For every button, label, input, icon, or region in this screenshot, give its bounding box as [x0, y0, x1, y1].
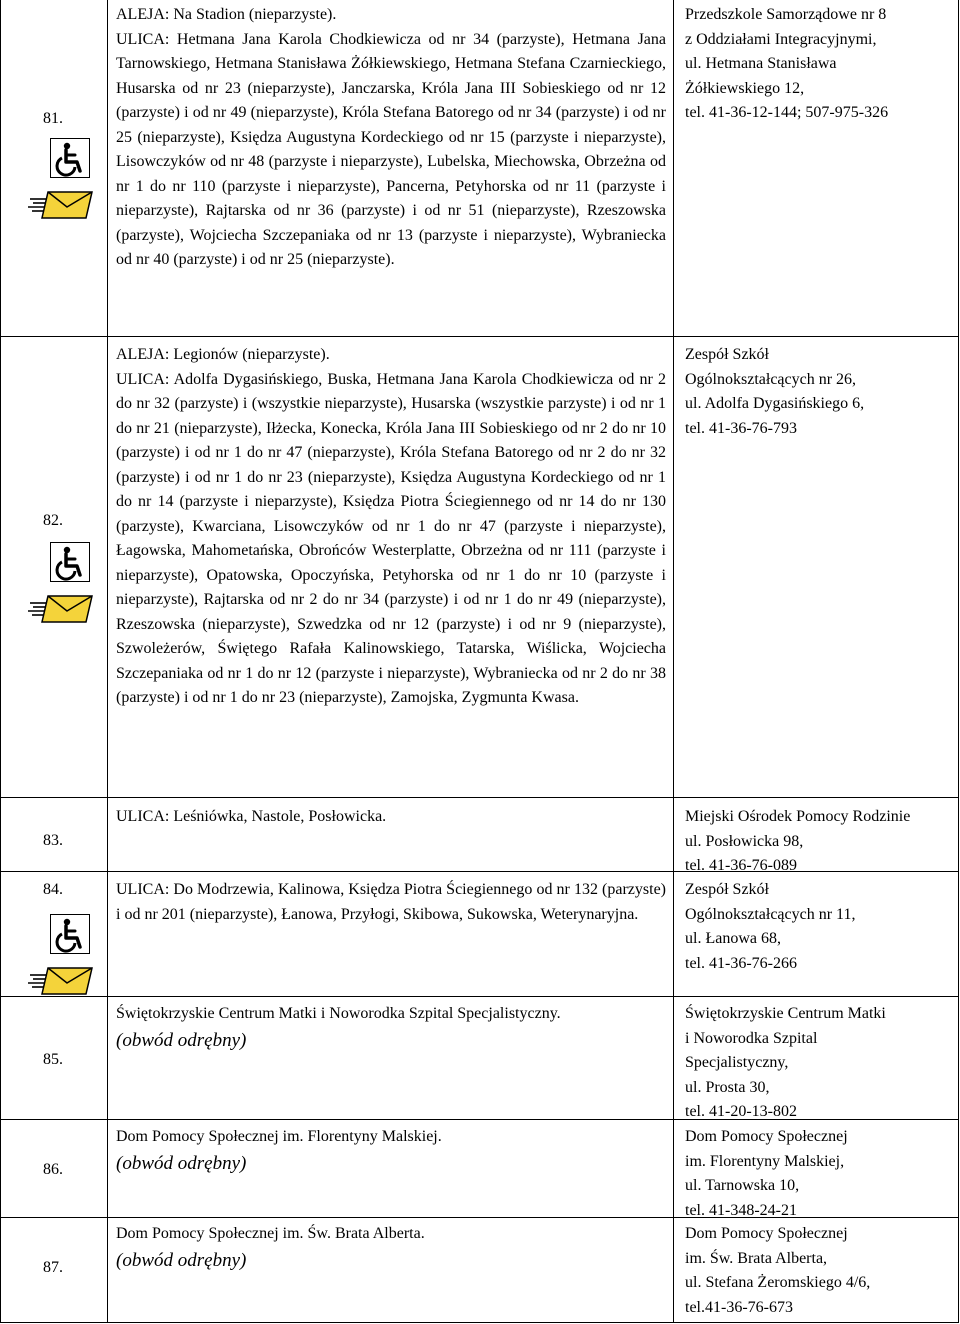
column-divider [107, 0, 108, 1322]
address-line: tel. 41-348-24-21 [685, 1201, 797, 1219]
address-line: ul. Tarnowska 10, [685, 1177, 800, 1194]
address-line: ul. Posłowicka 98, [685, 832, 804, 850]
row-icons [22, 542, 102, 624]
mail-envelope-icon [28, 966, 94, 996]
address-line: Świętokrzyskie Centrum Matki [685, 1005, 886, 1022]
wheelchair-icon [50, 138, 90, 178]
address-line: tel. 41-36-76-266 [685, 954, 797, 972]
separate-district-note: (obwód odrębny) [116, 1029, 247, 1051]
address-line: Zespół Szkół [685, 346, 769, 363]
address-line: ul. Hetmana Stanisława [685, 55, 837, 72]
row-number: 84. [43, 881, 63, 898]
ulica-label: ULICA: [116, 808, 170, 825]
separate-district-note: (obwód odrębny) [116, 1249, 247, 1271]
row-number: 85. [43, 1051, 63, 1068]
ulica-label: ULICA: [116, 881, 170, 898]
polling-station-address [685, 1125, 955, 1223]
aleja-label: ALEJA: [116, 346, 170, 363]
ulica-label: ULICA: [116, 370, 170, 388]
mail-envelope-icon [28, 594, 94, 624]
separate-district-note: (obwód odrębny) [116, 1152, 247, 1174]
address-line: tel. 41-20-13-802 [685, 1103, 797, 1120]
address-line: Miejski Ośrodek Pomocy Rodzinie [685, 808, 911, 825]
row-icons [22, 914, 102, 996]
special-district [116, 1222, 666, 1275]
row-number: 86. [43, 1161, 63, 1178]
ulica-value: Do Modrzewia, Kalinowa, Księdza Piotra Ściegiennego od nr 132 (parzyste) i od nr 201 (nieparzyste), Łanowa, Przyłogi, Skibowa, Sukowska, Weterynaryjna. [116, 881, 666, 923]
wheelchair-icon [50, 542, 90, 582]
street-list [116, 805, 666, 830]
mail-envelope-icon [28, 190, 94, 220]
polling-station-address [685, 878, 955, 976]
facility-name: Dom Pomocy Społecznej im. Św. Brata Alberta. [116, 1225, 425, 1242]
row-number: 83. [43, 832, 63, 849]
special-district [116, 1125, 666, 1178]
address-line: ul. Adolfa Dygasińskiego 6, [685, 395, 865, 412]
address-line: tel. 41-36-76-793 [685, 419, 797, 437]
row-divider [1, 996, 958, 997]
address-line: Ogólnokształcących nr 11, [685, 905, 856, 923]
aleja-value: Legionów (nieparzyste). [169, 346, 330, 363]
address-line: im. Florentyny Malskiej, [685, 1152, 845, 1170]
address-line: Dom Pomocy Społecznej [685, 1225, 848, 1242]
ulica-value: Leśniówka, Nastole, Posłowicka. [169, 808, 387, 825]
address-line: Specjalistyczny, [685, 1054, 789, 1071]
address-line: i Noworodka Szpital [685, 1029, 818, 1047]
wheelchair-icon [50, 914, 90, 954]
address-line: ul. Prosta 30, [685, 1078, 770, 1096]
ulica-label: ULICA: [116, 30, 170, 48]
aleja-value: Na Stadion (nieparzyste). [169, 6, 337, 23]
ulica-value: Hetmana Jana Karola Chodkiewicza od nr 34 (parzyste), Hetmana Jana Tarnowskiego, Hetmana Stanisława Żółkiewskiego, Hetmana Stefana Czarnieckiego, Husarska od nr 23 (nieparzyste), Janczarska, Króla Jana III Sobieskiego od nr 12 (parzyste) i od nr 49 (nieparzyste), Króla Stefana Batorego od nr 34 (parzyste) i od nr 25 (nieparzyste), Księdza Augustyna Kordeckiego od nr 15 (parzyste i nieparzyste), Lisowczyków od nr 48 (parzyste i nieparzyste), Lubelska, Miechowska, Obrzeżna od nr 1 do nr 110 (parzyste i nieparzyste), Pancerna, Petyhorska od nr 11 (parzyste i nieparzyste), Rajtarska od nr 36 (parzyste) i od nr 51 (nieparzyste), Rzeszowska (parzyste), Wojciecha Szczepaniaka od nr 13 (parzyste i nieparzyste), Wybraniecka od nr 40 (parzyste) i od nr 25 (nieparzyste). [116, 30, 666, 268]
street-list [116, 878, 666, 927]
address-line: Dom Pomocy Społecznej [685, 1128, 848, 1145]
address-line: Zespół Szkół [685, 881, 769, 898]
polling-station-address [685, 1002, 955, 1125]
polling-station-address [685, 1222, 955, 1320]
address-line: z Oddziałami Integracyjnymi, [685, 30, 877, 48]
address-line: ul. Stefana Żeromskiego 4/6, [685, 1274, 871, 1291]
aleja-label: ALEJA: [116, 6, 170, 23]
column-divider [673, 0, 674, 1322]
row-number: 87. [43, 1259, 63, 1276]
polling-station-address [685, 3, 955, 126]
address-line: Przedszkole Samorządowe nr 8 [685, 6, 887, 23]
facility-name: Dom Pomocy Społecznej im. Florentyny Malskiej. [116, 1128, 442, 1145]
ulica-value: Adolfa Dygasińskiego, Buska, Hetmana Jana Karola Chodkiewicza od nr 2 do nr 32 (parzyste) i (wszystkie nieparzyste), Husarska (wszystkie parzyste) i od nr 1 do nr 21 (nieparzyste), Iłżecka, Konecka, Króla Jana III Sobieskiego od nr 2 do nr 10 (parzyste) i od nr 1 do nr 47 (nieparzyste), Króla Stefana Batorego od nr 2 do nr 32 (parzyste) i od nr 1 do nr 23 (nieparzyste), Księdza Augustyna Kordeckiego od nr 1 do nr 14 (parzyste i nieparzyste), Księdza Piotra Ściegiennego od nr 14 do nr 130 (parzyste), Kwarciana, Lisowczyków od nr 1 do nr 47 (parzyste i nieparzyste), Łagowska, Mahometańska, Obrońców Westerplatte, Obrzeżna od nr 111 (parzyste i nieparzyste), Opatowska, Opoczyńska, Petyhorska od nr 1 do nr 10 (parzyste i nieparzyste), Rajtarska od nr 2 do nr 34 (parzyste) i od nr 1 do nr 49 (nieparzyste), Rzeszowska (nieparzyste), Szwedzka od nr 12 (parzyste) i od nr 9 (nieparzyste), Szwoleżerów, Świętego Rafała Kalinowskiego, Tatarska, Wiślicka, Wojciecha Szczepaniaka od nr 1 do nr 12 (parzyste i nieparzyste), Wybraniecka od nr 2 do nr 38 (parzyste) i od nr 1 do nr 23 (nieparzyste), Zamojska, Zygmunta Kwasa. [116, 370, 666, 706]
address-line: tel. 41-36-12-144; 507-975-326 [685, 104, 889, 121]
row-number: 82. [43, 512, 63, 529]
row-icons [22, 138, 102, 220]
polling-station-address [685, 343, 955, 441]
address-line: tel.41-36-76-673 [685, 1298, 793, 1316]
special-district [116, 1002, 666, 1055]
address-line: ul. Łanowa 68, [685, 930, 781, 947]
address-line: tel. 41-36-76-089 [685, 857, 797, 874]
street-list [116, 3, 666, 273]
street-list [116, 343, 666, 711]
address-line: im. Św. Brata Alberta, [685, 1249, 828, 1267]
row-divider [1, 797, 958, 798]
facility-name: Świętokrzyskie Centrum Matki i Noworodka Szpital Specjalistyczny. [116, 1005, 561, 1022]
row-number: 81. [43, 110, 63, 127]
address-line: Ogólnokształcących nr 26, [685, 370, 857, 388]
polling-station-address [685, 805, 955, 879]
address-line: Żółkiewskiego 12, [685, 79, 805, 97]
row-divider [1, 336, 958, 337]
